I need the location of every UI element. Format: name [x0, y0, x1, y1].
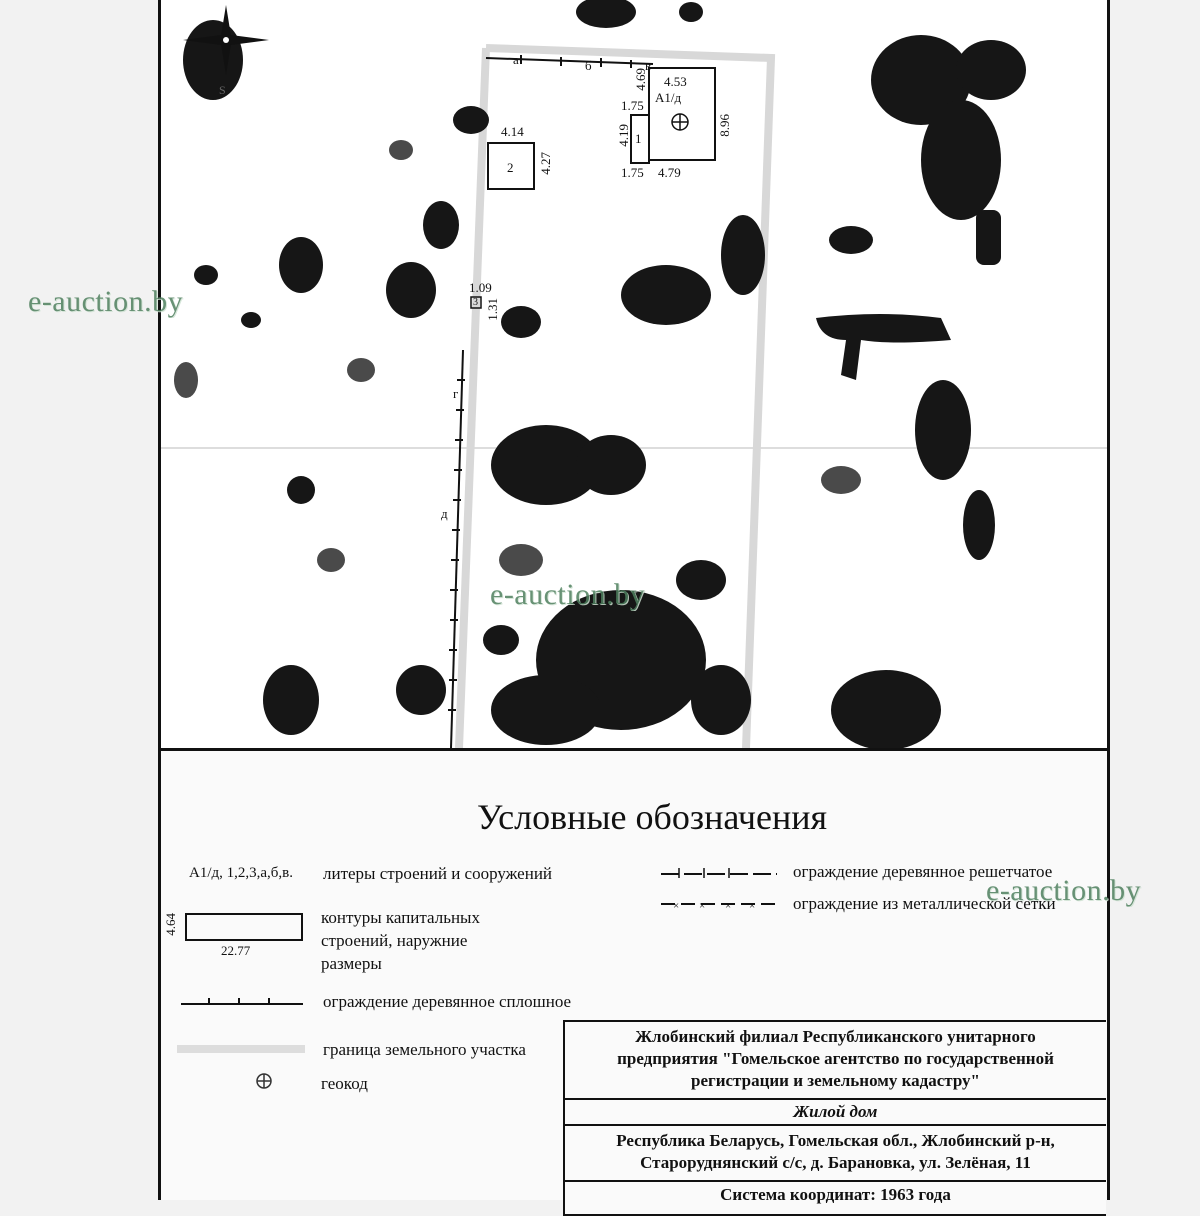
building-2-label: 2 — [507, 160, 514, 175]
fence-label-d: д — [441, 506, 448, 521]
legend-contour-text-3: размеры — [321, 954, 382, 973]
watermark-right: e-auction.by — [986, 874, 1142, 907]
legend-fence-mesh-symbol — [659, 896, 779, 912]
legend-contour-symbol — [185, 913, 303, 941]
legend-contour-text-2: строений, наружние — [321, 931, 468, 950]
titleblock-coord-system — [563, 1180, 1106, 1216]
svg-text:×: × — [725, 900, 732, 912]
corner-label-v: в — [645, 58, 652, 73]
building-1-dim-bottom: 1.75 — [621, 165, 644, 180]
titleblock-address-line-2: Староруднянский с/с, д. Барановка, ул. Зелёная, 11 — [640, 1153, 1031, 1172]
compass-letter: S — [219, 83, 226, 97]
legend-fence-solid-symbol — [179, 992, 305, 1008]
legend-letters-sample: А1/д, 1,2,3,а,б,в. — [189, 865, 294, 881]
building-2-dim-right: 4.27 — [538, 152, 553, 175]
building-3-dim-right: 1.31 — [485, 298, 500, 321]
corner-label-b: б — [585, 58, 592, 73]
watermark-left: e-auction.by — [28, 285, 184, 318]
svg-text:×: × — [749, 900, 756, 912]
map-frame-bottom — [161, 748, 1107, 751]
legend-geocode-icon — [255, 1072, 273, 1090]
titleblock-object-text: Жилой дом — [793, 1102, 878, 1121]
legend-contour-text-1: контуры капитальных — [321, 908, 480, 927]
titleblock-coord-system-text: Система координат: 1963 года — [720, 1185, 951, 1204]
building-a1-dim-right: 8.96 — [717, 114, 732, 137]
titleblock-address — [563, 1124, 1106, 1188]
building-a1-dim-left: 4.69 — [633, 68, 648, 91]
svg-text:×: × — [699, 900, 706, 912]
legend-fence-solid-text: ограждение деревянное сплошное — [323, 992, 572, 1011]
site-plan-map — [161, 0, 1107, 748]
building-a1-dim-bottom: 4.79 — [658, 165, 681, 180]
fence-label-g: г — [453, 386, 459, 401]
legend-contour-height: 4.64 — [163, 913, 178, 936]
titleblock-organization — [563, 1020, 1106, 1106]
building-3-label: 3 — [473, 297, 478, 308]
legend-boundary-symbol — [177, 1045, 305, 1053]
building-1-dim-left: 4.19 — [616, 124, 631, 147]
titleblock-org-line-2: предприятия "Гомельское агентство по государственной — [617, 1049, 1054, 1068]
geocode-icon — [672, 114, 688, 130]
corner-label-a: а — [513, 52, 519, 67]
titleblock-org-line-3: регистрации и земельному кадастру" — [691, 1071, 980, 1090]
svg-text:×: × — [673, 900, 680, 912]
building-3-dim-top: 1.09 — [469, 280, 492, 295]
building-a1-dim-top: 4.53 — [664, 74, 687, 89]
building-1-label: 1 — [635, 131, 642, 146]
legend-letters-text: литеры строений и сооружений — [323, 864, 553, 883]
titleblock-org-line-1: Жлобинский филиал Республиканского унитарного — [635, 1027, 1036, 1046]
legend-fence-lattice-text: ограждение деревянное решетчатое — [793, 862, 1053, 881]
watermark-center: e-auction.by — [490, 578, 646, 611]
legend-geocode-text: геокод — [321, 1074, 368, 1093]
legend-contour-width: 22.77 — [221, 943, 251, 958]
legend-fence-lattice-symbol — [659, 862, 779, 878]
legend-title: Условные обозначения — [477, 797, 828, 837]
building-2-dim-top: 4.14 — [501, 124, 524, 139]
legend-fence-mesh-text: ограждение из металлической сетки — [793, 894, 1056, 913]
building-1-dim-top: 1.75 — [621, 98, 644, 113]
titleblock-address-line-1: Республика Беларусь, Гомельская обл., Жлобинский р-н, — [616, 1131, 1055, 1150]
legend-boundary-text: граница земельного участка — [323, 1040, 526, 1059]
building-a1-label: А1/д — [655, 90, 682, 105]
